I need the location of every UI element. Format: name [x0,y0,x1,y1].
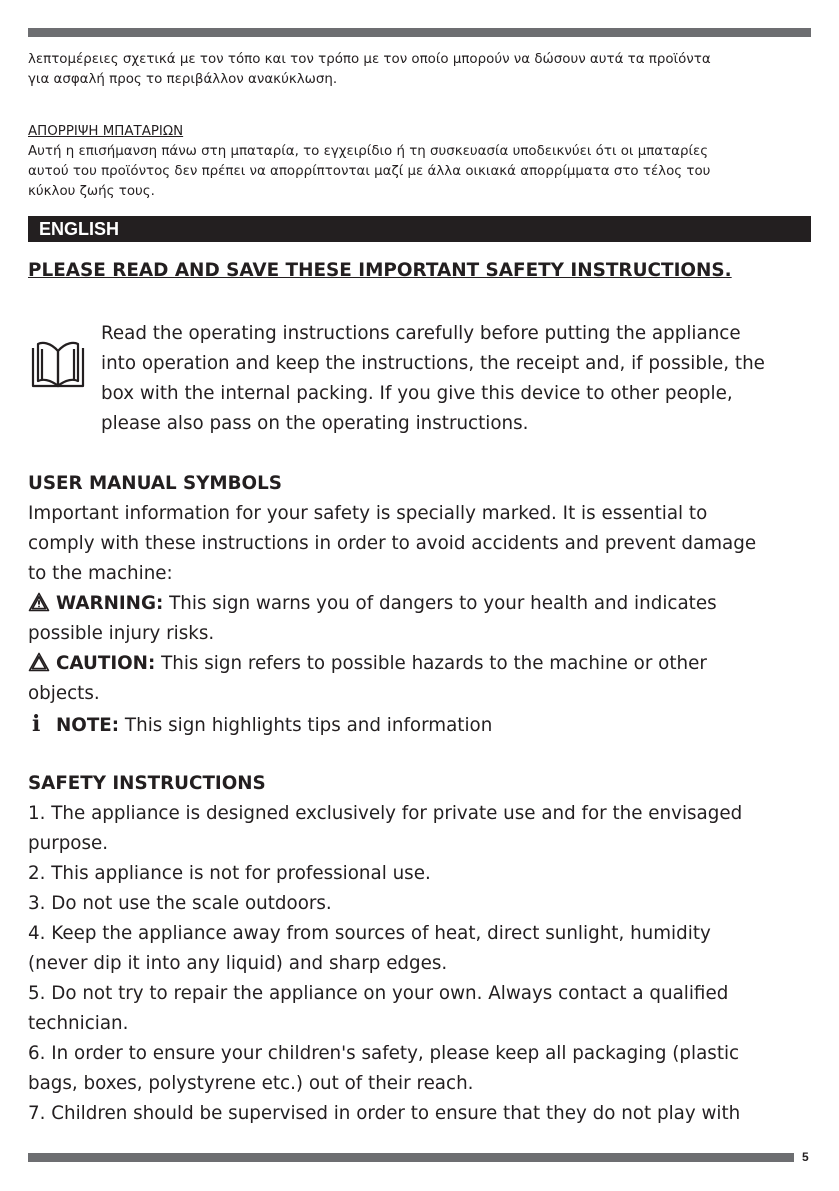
symbols-text-line: to the machine: [28,563,173,584]
page-number: 5 [802,1150,809,1164]
safety-instructions-section [28,769,818,1129]
caution-line [28,649,818,679]
intro-line: Read the operating instructions carefully before putting the appliance [101,323,741,344]
bottom-divider-bar [28,1153,794,1162]
greek-battery-heading: ΑΠΟΡΡΙΨΗ ΜΠΑΤΑΡΙΩΝ [28,124,184,139]
greek-line: για ασφαλή προς το περιβάλλον ανακύκλωση. [28,72,338,87]
greek-line: Αυτή η επισήμανση πάνω στη μπαταρία, το εγχειρίδιο ή τη συσκευασία υποδεικνύει ότι οι μπαταρίες [28,144,709,159]
intro-line: box with the internal packing. If you give this device to other people, [101,383,733,404]
symbols-text-line: comply with these instructions in order to avoid accidents and prevent damage [28,533,757,554]
safety-line: 2. This appliance is not for professional use. [28,863,431,884]
safety-line: 6. In order to ensure your children's safety, please keep all packaging (plastic [28,1043,740,1064]
safety-line: 1. The appliance is designed exclusively for private use and for the envisaged [28,803,743,824]
intro-line: into operation and keep the instructions, the receipt and, if possible, the [101,353,765,374]
caution-text-continued: objects. [28,683,100,704]
caution-label: CAUTION: [56,653,156,674]
safety-line: 7. Children should be supervised in order to ensure that they do not play with [28,1103,741,1124]
section-title-symbols: USER MANUAL SYMBOLS [28,473,282,494]
greek-recycling-paragraph [28,50,818,90]
warning-label: WARNING: [56,593,164,614]
safety-line: purpose. [28,833,109,854]
caution-triangle-icon [28,652,56,672]
safety-line: technician. [28,1013,129,1034]
page-title: PLEASE READ AND SAVE THESE IMPORTANT SAFETY INSTRUCTIONS. [28,260,732,281]
symbols-text-line: Important information for your safety is specially marked. It is essential to [28,503,708,524]
greek-line: αυτού του προϊόντος δεν πρέπει να απορρίπτονται μαζί με άλλα οικιακά απορρίμματα στο τέλος του [28,164,711,179]
language-header-english: ENGLISH [28,216,811,242]
safety-line: 3. Do not use the scale outdoors. [28,893,332,914]
safety-line: 4. Keep the appliance away from sources of heat, direct sunlight, humidity [28,923,711,944]
warning-triangle-icon [28,592,56,612]
info-icon: i [32,711,41,737]
greek-line: λεπτομέρειες σχετικά με τον τόπο και τον τρόπο με τον οποίο μπορούν να δώσουν αυτά τα προϊόντα [28,52,711,67]
intro-line: please also pass on the operating instructions. [101,413,529,434]
intro-paragraph [101,319,816,439]
warning-text-continued: possible injury risks. [28,623,215,644]
top-divider-bar [28,28,811,37]
safety-line: (never dip it into any liquid) and sharp edges. [28,953,448,974]
caution-text: This sign refers to possible hazards to the machine or other [155,653,707,674]
note-label: NOTE: [56,715,120,736]
note-line [28,709,818,741]
safety-line: bags, boxes, polystyrene etc.) out of their reach. [28,1073,474,1094]
safety-line: 5. Do not try to repair the appliance on your own. Always contact a qualified [28,983,729,1004]
open-book-icon [28,339,88,393]
user-manual-symbols-section [28,469,818,741]
note-text: This sign highlights tips and information [119,715,493,736]
warning-line [28,589,818,619]
greek-battery-section [28,122,818,202]
warning-text: This sign warns you of dangers to your health and indicates [163,593,717,614]
greek-line: κύκλου ζωής τους. [28,184,155,199]
section-title-safety: SAFETY INSTRUCTIONS [28,773,266,794]
